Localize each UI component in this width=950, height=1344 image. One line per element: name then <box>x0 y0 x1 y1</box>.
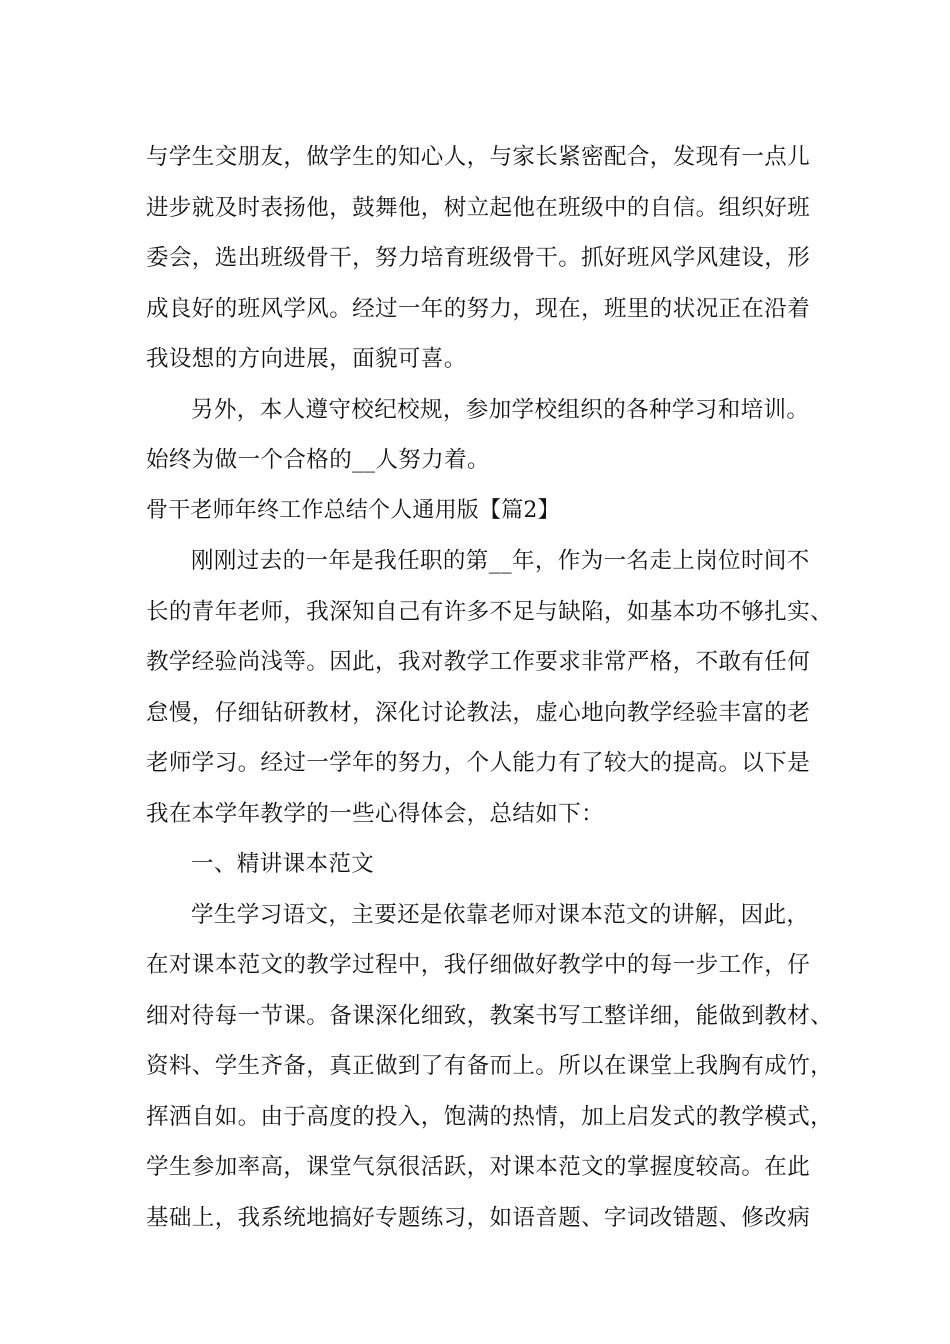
text-line: 在对课本范文的教学过程中，我仔细做好教学中的每一步工作，仔 <box>146 952 811 978</box>
text-line: 长的青年老师，我深知自己有许多不足与缺陷，如基本功不够扎实、 <box>146 598 834 625</box>
text-line: 教学经验尚浅等。因此，我对教学工作要求非常严格，不敢有任何 <box>146 649 811 675</box>
text-line: 我设想的方向进展，面貌可喜。 <box>146 346 467 372</box>
text-line: 进步就及时表扬他，鼓舞他，树立起他在班级中的自信。组织好班 <box>146 194 811 221</box>
text-line: 成良好的班风学风。经过一年的努力，现在，班里的状况正在沿着 <box>146 295 811 322</box>
document-page <box>146 132 834 1243</box>
text-line: 老师学习。经过一学年的努力，个人能力有了较大的提高。以下是 <box>146 750 811 776</box>
subsection-heading: 一、精讲课本范文 <box>191 851 375 877</box>
paragraph-start: 学生学习语文，主要还是依靠老师对课本范文的讲解，因此， <box>191 901 810 928</box>
text-line: 怠慢，仔细钻研教材，深化讨论教法，虚心地向教学经验丰富的老 <box>146 699 811 726</box>
text-line: 资料、学生齐备，真正做到了有备而上。所以在课堂上我胸有成竹， <box>146 1053 834 1079</box>
text-line: 学生参加率高，课堂气氛很活跃，对课本范文的掌握度较高。在此 <box>146 1154 811 1180</box>
text-line: 与学生交朋友，做学生的知心人，与家长紧密配合，发现有一点儿 <box>146 144 811 170</box>
paragraph-start: 刚刚过去的一年是我任职的第__年，作为一名走上岗位时间不 <box>191 548 810 574</box>
text-line: 挥洒自如。由于高度的投入，饱满的热情，加上启发式的教学模式， <box>146 1103 834 1130</box>
text-line: 委会，选出班级骨干，努力培育班级骨干。抓好班风学风建设，形 <box>146 245 811 271</box>
text-line: 基础上，我系统地搞好专题练习，如语音题、字词改错题、修改病 <box>146 1204 811 1231</box>
paragraph-start: 另外，本人遵守校纪校规，参加学校组织的各种学习和培训。 <box>191 396 810 423</box>
text-line: 细对待每一节课。备课深化细致，教案书写工整详细，能做到教材、 <box>146 1002 834 1029</box>
section-heading: 骨干老师年终工作总结个人通用版【篇2】 <box>146 497 560 523</box>
text-line: 我在本学年教学的一些心得体会，总结如下： <box>146 800 605 827</box>
text-line: 始终为做一个合格的__人努力着。 <box>146 447 490 473</box>
